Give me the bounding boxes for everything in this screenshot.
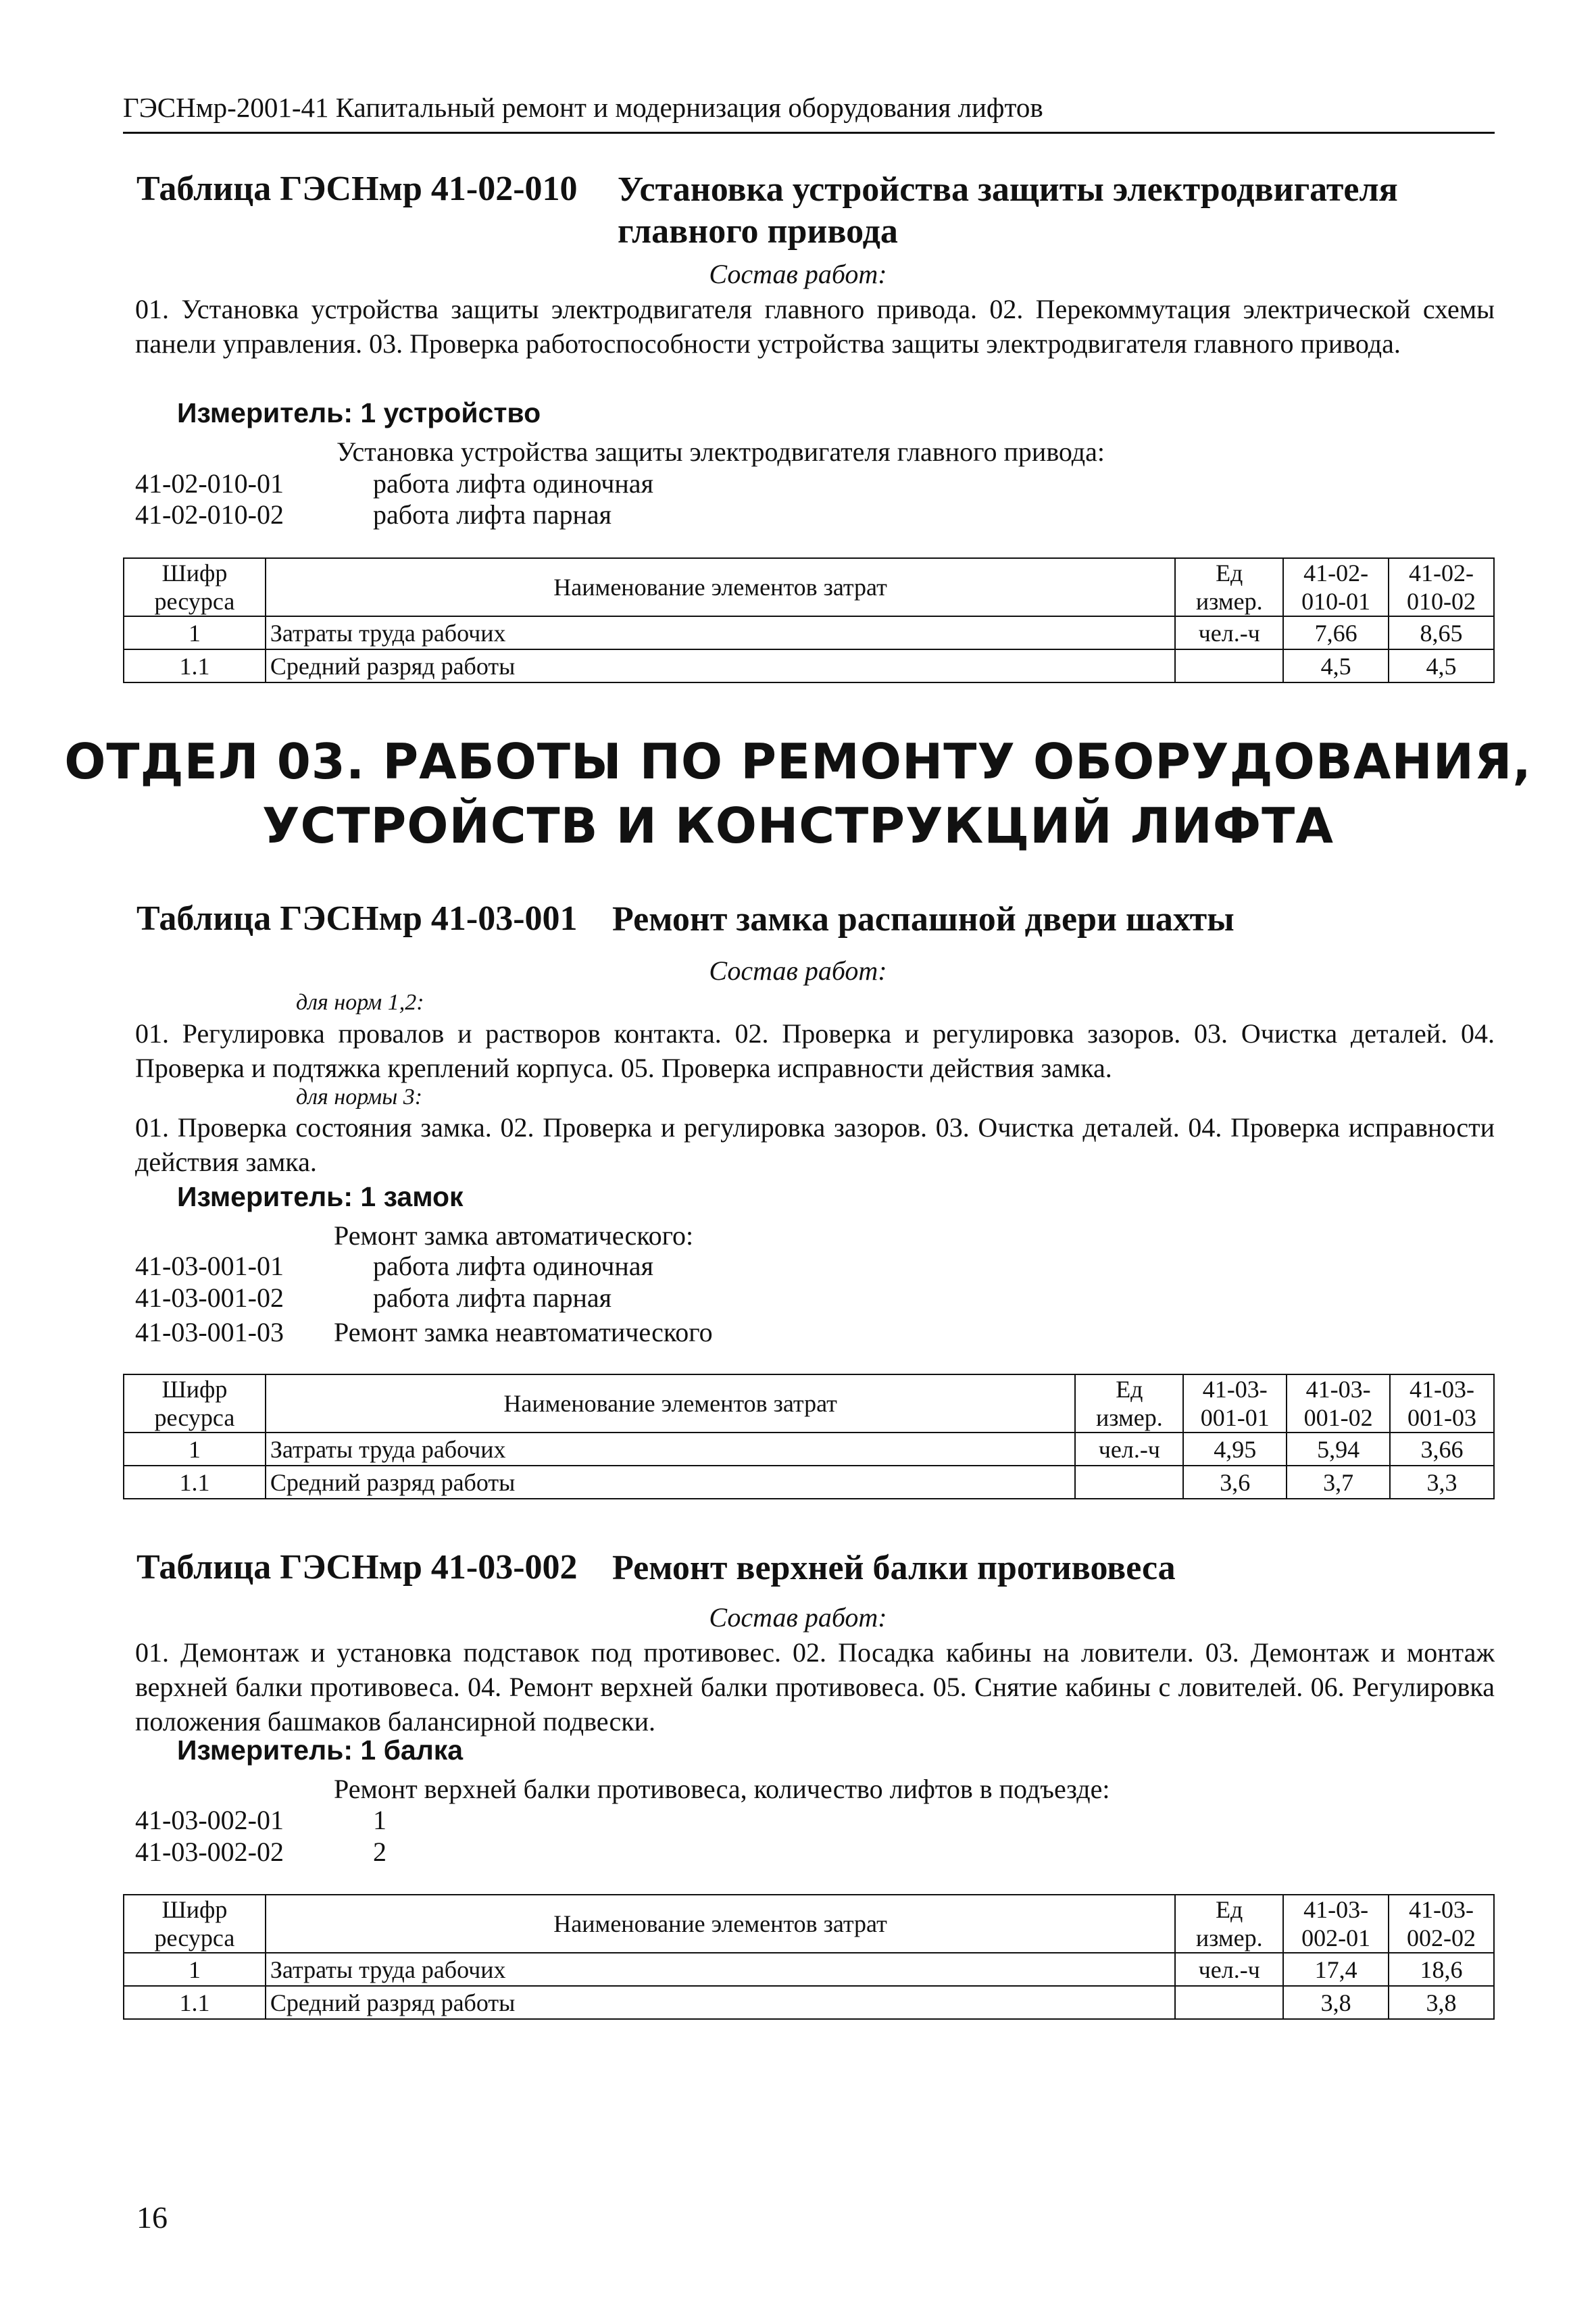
row-unit (1175, 649, 1283, 682)
col-unit-header: Ед измер. (1175, 558, 1283, 616)
table-row (124, 1466, 1494, 1499)
row-name: Затраты труда рабочих (266, 1433, 1076, 1466)
row-value: 3,8 (1389, 1986, 1494, 2019)
table-row (124, 1986, 1494, 2019)
norm-code: 41-03-001-02 (135, 1283, 284, 1313)
section-heading-line2: УСТРОЙСТВ И КОНСТРУКЦИЙ ЛИФТА (262, 797, 1334, 854)
row-code: 1.1 (124, 1466, 266, 1499)
cost-table (123, 1894, 1495, 2020)
row-value: 18,6 (1389, 1953, 1494, 1986)
norm-code: 41-02-010-02 (135, 499, 284, 530)
norm-name: 1 (373, 1805, 386, 1835)
table-row (124, 616, 1494, 649)
norm-name: 2 (373, 1837, 386, 1867)
work-description: 01. Демонтаж и установка подставок под противовес. 02. Посадка кабины на ловители. 03. Демонтаж и монтаж верхней балки противовеса. 04. Ремонт верхней балки противовеса. 05. Снятие кабины с ловителей. 06. Регулировка положения башмаков балансирной подвески. (135, 1637, 1495, 1737)
work-description: 01. Проверка состояния замка. 02. Проверка и регулировка зазоров. 03. Очистка деталей. 04. Проверка исправности действия замка. (135, 1112, 1495, 1177)
norm-group-title: Установка устройства защиты электродвигателя главного привода: (336, 437, 1105, 467)
work-composition-label: Состав работ: (709, 259, 887, 289)
row-unit: чел.-ч (1075, 1433, 1183, 1466)
col-norm-header: 41-02- 010-02 (1389, 558, 1494, 616)
col-name-header: Наименование элементов затрат (266, 1895, 1175, 1953)
row-unit: чел.-ч (1175, 1953, 1283, 1986)
norm-group-title: Ремонт верхней балки противовеса, количество лифтов в подъезде: (334, 1774, 1110, 1804)
table-number: Таблица ГЭСНмр 41-02-010 (136, 170, 578, 208)
row-code: 1.1 (124, 649, 266, 682)
row-value: 17,4 (1283, 1953, 1389, 1986)
col-unit-header: Ед измер. (1075, 1374, 1183, 1433)
measure-unit: Измеритель: 1 замок (177, 1181, 464, 1212)
norm-code: 41-03-001-01 (135, 1251, 284, 1281)
table-row (124, 1433, 1494, 1466)
norm-code: 41-02-010-01 (135, 468, 284, 499)
row-name: Средний разряд работы (266, 1986, 1175, 2019)
norm-name: работа лифта одиночная (373, 1251, 653, 1281)
work-description: 01. Установка устройства защиты электродвигателя главного привода. 02. Перекоммутация электрической схемы панели управления. 03. Проверка работоспособности устройства защиты электродвигателя главного привода. (135, 294, 1495, 359)
norm-name: Ремонт замка неавтоматического (334, 1317, 713, 1347)
row-code: 1 (124, 616, 266, 649)
col-norm-header: 41-02- 010-01 (1283, 558, 1389, 616)
work-description: 01. Регулировка провалов и растворов контакта. 02. Проверка и регулировка зазоров. 03. Очистка деталей. 04. Проверка и подтяжка креплений корпуса. 05. Проверка исправности действия замка. (135, 1018, 1495, 1083)
row-code: 1 (124, 1433, 266, 1466)
col-norm-header: 41-03- 001-02 (1287, 1374, 1390, 1433)
col-norm-header: 41-03- 001-03 (1390, 1374, 1494, 1433)
table-title: Ремонт верхней балки противовеса (612, 1549, 1176, 1587)
col-norm-header: 41-03- 001-01 (1183, 1374, 1287, 1433)
row-name: Затраты труда рабочих (266, 1953, 1175, 1986)
row-value: 3,8 (1283, 1986, 1389, 2019)
table-row (124, 1953, 1494, 1986)
table-title: Ремонт замка распашной двери шахты (612, 900, 1235, 939)
row-value: 3,7 (1287, 1466, 1390, 1499)
table-header-row (124, 1374, 1494, 1433)
table-number: Таблица ГЭСНмр 41-03-001 (136, 899, 578, 938)
row-value: 3,3 (1390, 1466, 1494, 1499)
row-code: 1 (124, 1953, 266, 1986)
row-value: 4,5 (1389, 649, 1494, 682)
col-unit-header: Ед измер. (1175, 1895, 1283, 1953)
table-row (124, 649, 1494, 682)
section-heading-line1: ОТДЕЛ 03. РАБОТЫ ПО РЕМОНТУ ОБОРУДОВАНИЯ, (64, 733, 1532, 790)
table-header-row (124, 1895, 1494, 1953)
row-name: Затраты труда рабочих (266, 616, 1175, 649)
col-norm-header: 41-03- 002-01 (1283, 1895, 1389, 1953)
page-number: 16 (136, 2200, 168, 2235)
work-composition-label: Состав работ: (709, 1602, 887, 1633)
row-value: 8,65 (1389, 616, 1494, 649)
col-norm-header: 41-03- 002-02 (1389, 1895, 1494, 1953)
col-code-header: Шифр ресурса (124, 1895, 266, 1953)
row-value: 5,94 (1287, 1433, 1390, 1466)
norms-note: для нормы 3: (296, 1085, 423, 1110)
row-value: 3,66 (1390, 1433, 1494, 1466)
table-title: Установка устройства защиты электродвигателя главного привода (618, 170, 1398, 251)
col-name-header: Наименование элементов затрат (266, 1374, 1076, 1433)
cost-table (123, 1374, 1495, 1499)
row-value: 3,6 (1183, 1466, 1287, 1499)
col-name-header: Наименование элементов затрат (266, 558, 1175, 616)
row-unit (1075, 1466, 1183, 1499)
table-number: Таблица ГЭСНмр 41-03-002 (136, 1548, 578, 1587)
norm-name: работа лифта парная (373, 1283, 612, 1313)
row-name: Средний разряд работы (266, 1466, 1076, 1499)
measure-unit: Измеритель: 1 устройство (177, 397, 541, 428)
row-code: 1.1 (124, 1986, 266, 2019)
norms-note: для норм 1,2: (296, 990, 424, 1015)
col-code-header: Шифр ресурса (124, 1374, 266, 1433)
cost-table (123, 557, 1495, 683)
col-code-header: Шифр ресурса (124, 558, 266, 616)
row-name: Средний разряд работы (266, 649, 1175, 682)
norm-name: работа лифта одиночная (373, 468, 653, 499)
running-header: ГЭСНмр-2001-41 Капитальный ремонт и модернизация оборудования лифтов (123, 92, 1043, 123)
row-value: 4,95 (1183, 1433, 1287, 1466)
work-composition-label: Состав работ: (709, 955, 887, 986)
row-value: 4,5 (1283, 649, 1389, 682)
table-header-row (124, 558, 1494, 616)
row-unit (1175, 1986, 1283, 2019)
norm-group-title: Ремонт замка автоматического: (334, 1220, 694, 1251)
measure-unit: Измеритель: 1 балка (177, 1735, 464, 1766)
header-rule (123, 132, 1495, 134)
norm-code: 41-03-002-01 (135, 1805, 284, 1835)
norm-name: работа лифта парная (373, 499, 612, 530)
norm-code: 41-03-001-03 (135, 1317, 284, 1347)
row-unit: чел.-ч (1175, 616, 1283, 649)
norm-code: 41-03-002-02 (135, 1837, 284, 1867)
row-value: 7,66 (1283, 616, 1389, 649)
